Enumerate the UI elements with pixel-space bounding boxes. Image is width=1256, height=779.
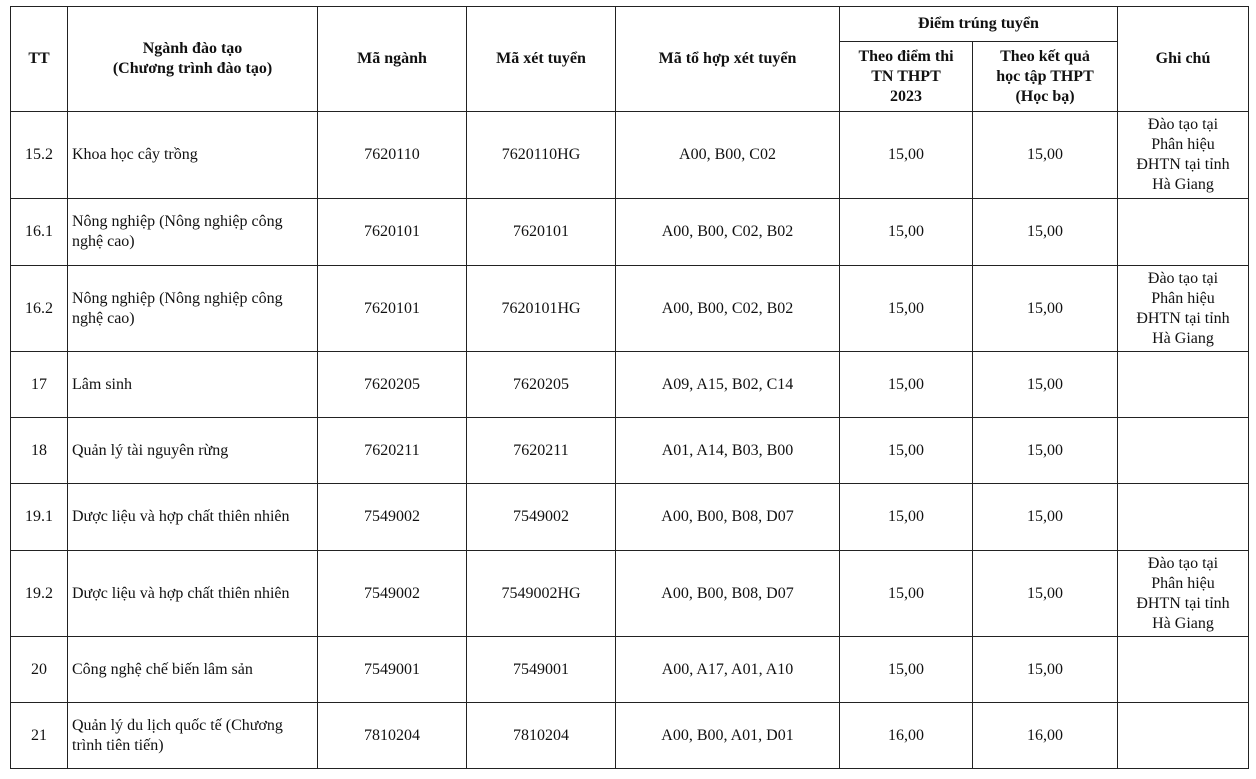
cell-major-code: 7620205 [318, 352, 467, 418]
cell-name: Dược liệu và hợp chất thiên nhiên [68, 551, 318, 637]
cell-score-exam: 15,00 [840, 551, 973, 637]
cell-name: Công nghệ chế biến lâm sản [68, 637, 318, 703]
cell-note [1118, 199, 1249, 266]
note-line: Phân hiệu [1151, 289, 1215, 307]
table-row [11, 637, 1249, 703]
cell-combination: A00, B00, B08, D07 [616, 484, 840, 551]
cell-score-exam: 15,00 [840, 266, 973, 352]
cell-score-exam: 15,00 [840, 418, 973, 484]
note-line: ĐHTN tại tỉnh [1136, 309, 1230, 327]
cell-name: Quản lý tài nguyên rừng [68, 418, 318, 484]
cell-score-record: 15,00 [973, 112, 1118, 199]
cell-name: Nông nghiệp (Nông nghiệp công nghệ cao) [68, 199, 318, 266]
cell-score-record: 15,00 [973, 266, 1118, 352]
cell-major-code: 7620110 [318, 112, 467, 199]
cell-combination: A00, B00, C02, B02 [616, 266, 840, 352]
header-score-record-line3: (Học bạ) [1015, 87, 1075, 105]
header-score-exam [840, 42, 973, 112]
cell-name: Nông nghiệp (Nông nghiệp công nghệ cao) [68, 266, 318, 352]
table-row [11, 418, 1249, 484]
cell-note [1118, 112, 1249, 199]
cell-name: Dược liệu và hợp chất thiên nhiên [68, 484, 318, 551]
header-major-line2: (Chương trình đào tạo) [112, 60, 273, 77]
header-score-exam-line1: Theo điểm thi [858, 47, 954, 65]
note-line: Hà Giang [1152, 329, 1214, 347]
cell-score-record: 15,00 [973, 199, 1118, 266]
table-row [11, 551, 1249, 637]
admission-scores-table [10, 6, 1249, 769]
header-combination: Mã tổ hợp xét tuyển [616, 7, 840, 112]
cell-note [1118, 266, 1249, 352]
cell-major-code: 7549002 [318, 551, 467, 637]
note-line: Hà Giang [1152, 176, 1214, 193]
header-score-record [973, 42, 1118, 112]
header-admission-code: Mã xét tuyển [467, 7, 616, 112]
cell-score-exam: 15,00 [840, 484, 973, 551]
cell-score-exam: 15,00 [840, 352, 973, 418]
cell-major-code: 7620101 [318, 199, 467, 266]
header-note: Ghi chú [1118, 7, 1249, 112]
cell-tt: 15.2 [11, 112, 68, 199]
cell-admission-code: 7620110HG [467, 112, 616, 199]
cell-score-exam: 15,00 [840, 637, 973, 703]
cell-combination: A00, B00, A01, D01 [616, 703, 840, 769]
cell-admission-code: 7810204 [467, 703, 616, 769]
cell-score-record: 16,00 [973, 703, 1118, 769]
header-major-line1: Ngành đào tạo [142, 40, 243, 57]
cell-major-code: 7549001 [318, 637, 467, 703]
note-line: ĐHTN tại tỉnh [1136, 156, 1230, 173]
note-line: Phân hiệu [1151, 136, 1215, 153]
cell-score-record: 15,00 [973, 418, 1118, 484]
cell-admission-code: 7620211 [467, 418, 616, 484]
table-row [11, 112, 1249, 199]
cell-major-code: 7810204 [318, 703, 467, 769]
header-major-code: Mã ngành [318, 7, 467, 112]
cell-name: Khoa học cây trồng [68, 112, 318, 199]
note-line: Đào tạo tại [1147, 554, 1219, 572]
cell-tt: 17 [11, 352, 68, 418]
header-tt: TT [11, 7, 68, 112]
cell-tt: 18 [11, 418, 68, 484]
cell-name: Quản lý du lịch quốc tế (Chương trình tiên tiến) [68, 703, 318, 769]
note-line: Đào tạo tại [1147, 269, 1219, 287]
cell-tt: 16.2 [11, 266, 68, 352]
cell-note [1118, 352, 1249, 418]
cell-combination: A00, B00, B08, D07 [616, 551, 840, 637]
cell-score-exam: 15,00 [840, 199, 973, 266]
note-line: Hà Giang [1152, 614, 1214, 632]
cell-admission-code: 7620101HG [467, 266, 616, 352]
cell-note [1118, 637, 1249, 703]
header-score-record-line1: Theo kết quả [1000, 47, 1090, 65]
cell-combination: A00, A17, A01, A10 [616, 637, 840, 703]
cell-score-exam: 15,00 [840, 112, 973, 199]
cell-admission-code: 7549001 [467, 637, 616, 703]
table-body [11, 112, 1249, 769]
table-row [11, 352, 1249, 418]
cell-admission-code: 7549002HG [467, 551, 616, 637]
cell-combination: A01, A14, B03, B00 [616, 418, 840, 484]
cell-combination: A09, A15, B02, C14 [616, 352, 840, 418]
table-header [11, 7, 1249, 112]
cell-major-code: 7620101 [318, 266, 467, 352]
header-score-record-line2: học tập THPT [996, 67, 1094, 85]
cell-note [1118, 703, 1249, 769]
cell-admission-code: 7620101 [467, 199, 616, 266]
cell-combination: A00, B00, C02, B02 [616, 199, 840, 266]
note-line: Đào tạo tại [1147, 116, 1219, 133]
cell-tt: 19.1 [11, 484, 68, 551]
cell-major-code: 7620211 [318, 418, 467, 484]
cell-score-record: 15,00 [973, 551, 1118, 637]
header-major [68, 7, 318, 112]
cell-name: Lâm sinh [68, 352, 318, 418]
note-line: ĐHTN tại tỉnh [1136, 594, 1230, 612]
cell-score-record: 15,00 [973, 484, 1118, 551]
cell-score-record: 15,00 [973, 637, 1118, 703]
table-row [11, 484, 1249, 551]
header-score-exam-line3: 2023 [890, 87, 922, 105]
cell-tt: 20 [11, 637, 68, 703]
cell-admission-code: 7549002 [467, 484, 616, 551]
cell-combination: A00, B00, C02 [616, 112, 840, 199]
cell-score-record: 15,00 [973, 352, 1118, 418]
header-score-exam-line2: TN THPT [871, 67, 941, 85]
table-row [11, 703, 1249, 769]
cell-admission-code: 7620205 [467, 352, 616, 418]
cell-tt: 16.1 [11, 199, 68, 266]
header-score-group: Điểm trúng tuyển [840, 7, 1118, 42]
cell-tt: 19.2 [11, 551, 68, 637]
table-row [11, 266, 1249, 352]
cell-note [1118, 418, 1249, 484]
note-line: Phân hiệu [1151, 574, 1215, 592]
cell-score-exam: 16,00 [840, 703, 973, 769]
cell-tt: 21 [11, 703, 68, 769]
table-row [11, 199, 1249, 266]
cell-major-code: 7549002 [318, 484, 467, 551]
cell-note [1118, 484, 1249, 551]
cell-note [1118, 551, 1249, 637]
